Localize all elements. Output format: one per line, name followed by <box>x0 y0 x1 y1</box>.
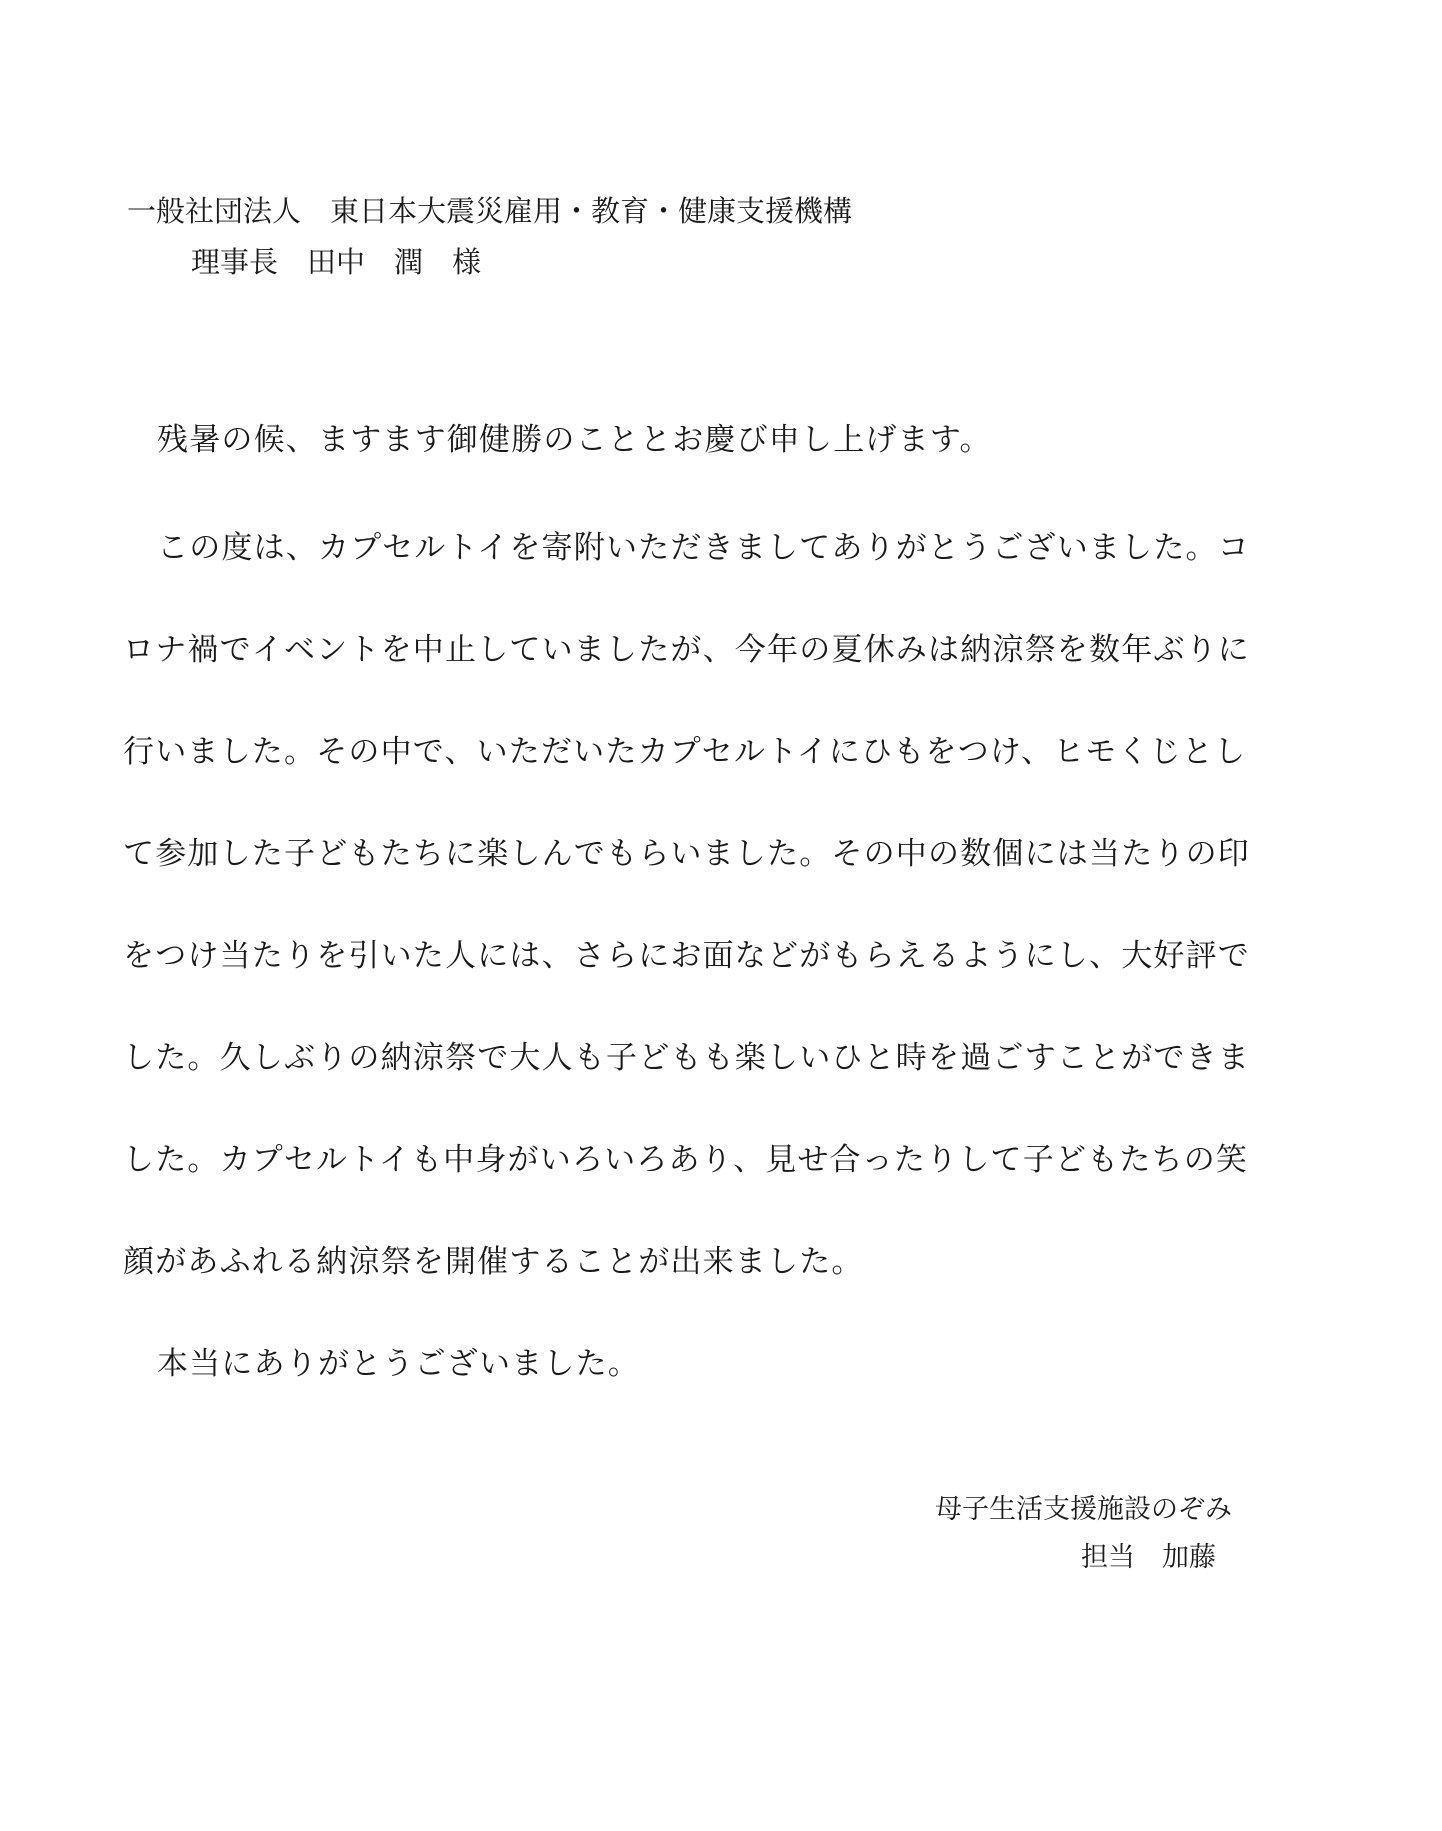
addressee-recipient: 理事長 田中 潤 様 <box>191 245 482 279</box>
signature-facility: 母子生活支援施設のぞみ <box>935 1494 1232 1525</box>
greeting-line: 残暑の候、ますます御健勝のこととお慶び申し上げます。 <box>157 422 992 458</box>
body-line: この度は、カプセルトイを寄附いただきましてありがとうございました。コ <box>157 530 1250 566</box>
closing-line: 本当にありがとうございました。 <box>157 1346 640 1382</box>
addressee-block <box>127 186 852 288</box>
body-line: て参加した子どもたちに楽しんでもらいました。その中の数個には当たりの印 <box>123 836 1250 872</box>
signature-contact: 担当 加藤 <box>1081 1542 1216 1573</box>
body-line: した。カプセルトイも中身がいろいろあり、見せ合ったりして子どもたちの笑 <box>123 1142 1249 1178</box>
signature-block <box>935 1486 1232 1582</box>
body-line: をつけ当たりを引いた人には、さらにお面などがもらえるようにし、大好評で <box>123 938 1250 974</box>
body-line: した。久しぶりの納涼祭で大人も子どもも楽しいひと時を過ごすことができま <box>123 1040 1250 1076</box>
addressee-organization: 一般社団法人 東日本大震災雇用・教育・健康支援機構 <box>127 194 853 228</box>
body-line: ロナ禍でイベントを中止していましたが、今年の夏休みは納涼祭を数年ぶりに <box>123 632 1250 668</box>
body-line: 顔があふれる納涼祭を開催することが出来ました。 <box>123 1244 864 1280</box>
body-line: 行いました。その中で、いただいたカプセルトイにひもをつけ、ヒモくじとし <box>123 734 1247 770</box>
letter-body <box>123 410 1303 1436</box>
